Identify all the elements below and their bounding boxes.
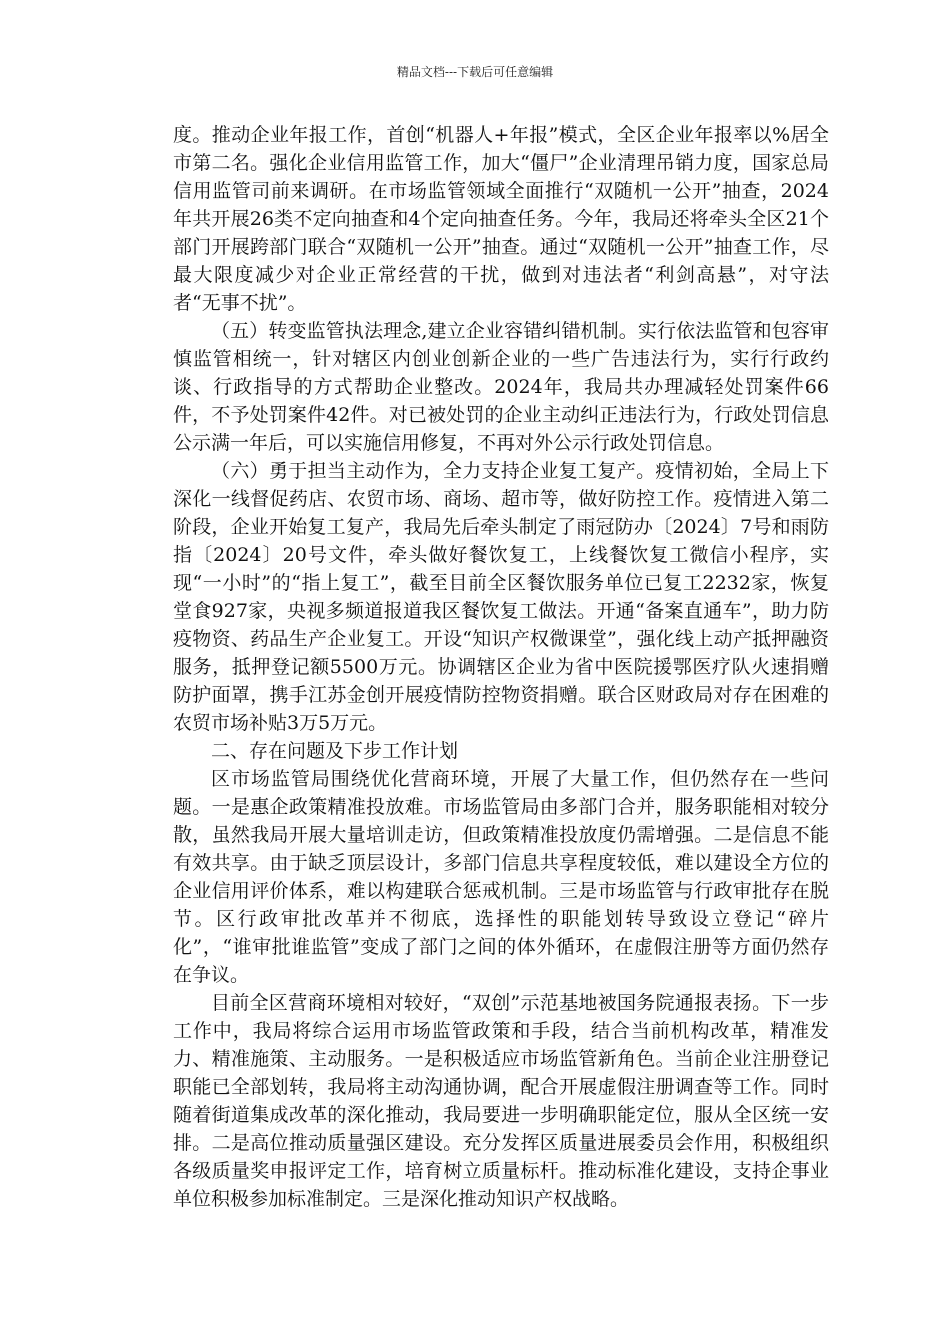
paragraph-section-five: （五）转变监管执法理念,建立企业容错纠错机制。实行依法监管和包容审慎监管相统一，针对辖区内创业创新企业的一些广告违法行为，实行行政约谈、行政指导的方式帮助企业整改。2024年，我局共办理减轻处罚案件66件，不予处罚案件42件。对已被处罚的企业主动纠正违法行为，行政处罚信息公示满一年后，可以实施信用修复，不再对外公示行政处罚信息。 bbox=[173, 320, 829, 454]
page-header: 精品文档---下载后可任意编辑 bbox=[396, 65, 554, 79]
paragraph-next-steps: 目前全区营商环境相对较好，“双创”示范基地被国务院通报表扬。下一步工作中，我局将综合运用市场监管政策和手段，结合当前机构改革，精准发力、精准施策、主动服务。一是积极适应市场监管新角色。当前企业注册登记职能已全部划转，我局将主动沟通协调，配合开展虚假注册调查等工作。同时随着街道集成改革的深化推动，我局要进一步明确职能定位，服从全区统一安排。二是高位推动质量强区建设。充分发挥区质量进展委员会作用，积极组织各级质量奖申报评定工作，培育树立质量标杆。推动标准化建设，支持企事业单位积极参加标准制定。三是深化推动知识产权战略。 bbox=[173, 992, 829, 1210]
section-heading: 二、存在问题及下步工作计划 bbox=[211, 740, 459, 762]
document-body bbox=[173, 121, 829, 1213]
paragraph-section-six: （六）勇于担当主动作为，全力支持企业复工复产。疫情初始，全局上下深化一线督促药店、农贸市场、商场、超市等，做好防控工作。疫情进入第二阶段，企业开始复工复产，我局先后牵头制定了雨冠防办〔2024〕7号和雨防指〔2024〕20号文件，牵头做好餐饮复工，上线餐饮复工微信小程序，实现“一小时”的“指上复工”，截至目前全区餐饮服务单位已复工2232家，恢复堂食927家，央视多频道报道我区餐饮复工做法。开通“备案直通车”，助力防疫物资、药品生产企业复工。开设“知识产权微课堂”，强化线上动产抵押融资服务，抵押登记额5500万元。协调辖区企业为省中医院援鄂医疗队火速捐赠防护面罩，携手江苏金创开展疫情防控物资捐赠。联合区财政局对存在困难的农贸市场补贴3万5万元。 bbox=[173, 460, 829, 734]
paragraph-problems: 区市场监管局围绕优化营商环境，开展了大量工作，但仍然存在一些问题。一是惠企政策精准投放难。市场监管局由多部门合并，服务职能相对较分散，虽然我局开展大量培训走访，但政策精准投放度仍需增强。二是信息不能有效共享。由于缺乏顶层设计，多部门信息共享程度较低，难以建设全方位的企业信用评价体系，难以构建联合惩戒机制。三是市场监管与行政审批存在脱节。区行政审批改革并不彻底，选择性的职能划转导致设立登记“碎片化”，“谁审批谁监管”变成了部门之间的体外循环，在虚假注册等方面仍然存在争议。 bbox=[173, 768, 829, 986]
paragraph-continuation: 度。推动企业年报工作，首创“机器人+年报”模式，全区企业年报率以%居全市第二名。强化企业信用监管工作，加大“僵尸”企业清理吊销力度，国家总局信用监管司前来调研。在市场监管领域全面推行“双随机一公开”抽查，2024年共开展26类不定向抽查和4个定向抽查任务。今年，我局还将牵头全区21个部门开展跨部门联合“双随机一公开”抽查。通过“双随机一公开”抽查工作，尽最大限度减少对企业正常经营的干扰，做到对违法者“利剑高悬”，对守法者“无事不扰”。 bbox=[173, 124, 829, 314]
